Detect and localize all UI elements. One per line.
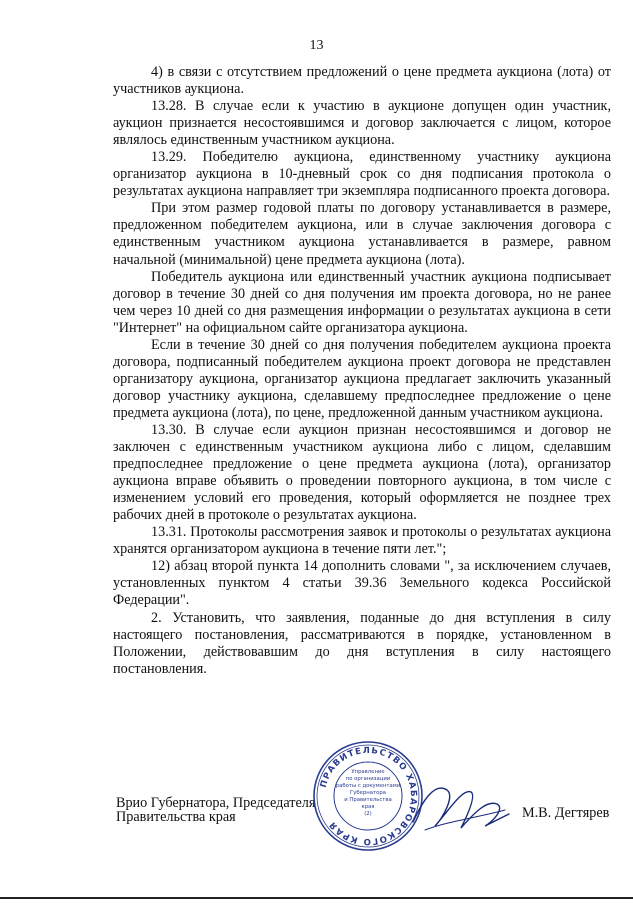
stamp-center-line: Управление — [351, 769, 385, 775]
paragraph: 12) абзац второй пункта 14 дополнить словами ", за исключением случаев, установленных пунктом 4 статьи 39.36 Земельного кодекса Российской Федерации". — [113, 558, 611, 609]
page-number: 13 — [309, 38, 324, 53]
stamp-center-line: (2) — [364, 811, 372, 817]
stamp-center-line: Губернатора — [350, 790, 386, 796]
paragraph: Если в течение 30 дней со дня получения победителем аукциона проекта договора, подписанный победителем аукциона проект договора не представлен организатору аукциона, организатор аукциона предлагает заключить указанный договор участнику аукциона, сделавшему предпоследнее предложение о цене предмета аукциона (лота), по цене, предложенной данным участником аукциона. — [113, 336, 611, 421]
paragraph: 4) в связи с отсутствием предложений о цене предмета аукциона (лота) от участников аукциона. — [113, 64, 611, 98]
stamp-center-line: работы с документами — [335, 783, 401, 789]
stamp-center-line: края — [361, 804, 375, 810]
signatory-title-line1: Врио Губернатора, Председателя — [116, 795, 316, 811]
signatory-title-line2: Правительства края — [116, 809, 236, 825]
stamp-ring-text: ПРАВИТЕЛЬСТВО ХАБАРОВСКОГО КРАЯ — [318, 745, 419, 847]
stamp-center-line: и Правительства — [344, 797, 392, 803]
paragraph: 13.28. В случае если к участию в аукционе допущен один участник, аукцион признается несостоявшимся и договор заключается с лицом, которое являлось единственным участником аукциона. — [113, 98, 611, 149]
paragraph: 13.30. В случае если аукцион признан несостоявшимся и договор не заключен с единственным участником аукциона либо с лицом, сделавшим предпоследнее предложение о цене предмета аукциона (лота), организатор аукциона вправе объявить о проведении повторного аукциона, в том числе с изменением условий его проведения, который оформляется не позднее трех рабочих дней в протоколе о результатах аукциона. — [113, 421, 611, 524]
signatory-name: М.В. Дегтярев — [522, 805, 610, 821]
stamp-center-line: по организации — [345, 776, 391, 782]
signatory-title — [116, 796, 315, 824]
scan-edge-line — [0, 897, 633, 899]
handwritten-signature — [405, 770, 515, 840]
paragraph: 2. Установить, что заявления, поданные до дня вступления в силу настоящего постановления, рассматриваются в порядке, установленном в Положении, действовавшим до дня вступления в силу настоящего постановления. — [113, 609, 611, 677]
paragraph: При этом размер годовой платы по договору устанавливается в размере, предложенном победителем аукциона, или в случае заключения договора с единственным участником аукциона устанавливается в размере, равном начальной (минимальной) цене предмета аукциона (лота). — [113, 200, 611, 268]
paragraph: Победитель аукциона или единственный участник аукциона подписывает договор в течение 30 дней со дня получения им проекта договора, но не ранее чем через 10 дней со дня размещения информации о результатах аукциона в сети "Интернет" на официальном сайте организатора аукциона. — [113, 268, 611, 336]
paragraph: 13.29. Победителю аукциона, единственному участнику аукциона организатор аукциона в 10-дневный срок со дня подписания протокола о результатах аукциона направляет три экземпляра подписанного проекта договора. — [113, 149, 611, 200]
paragraph: 13.31. Протоколы рассмотрения заявок и протоколы о результатах аукциона хранятся организатором аукциона в течение пяти лет."; — [113, 524, 611, 558]
